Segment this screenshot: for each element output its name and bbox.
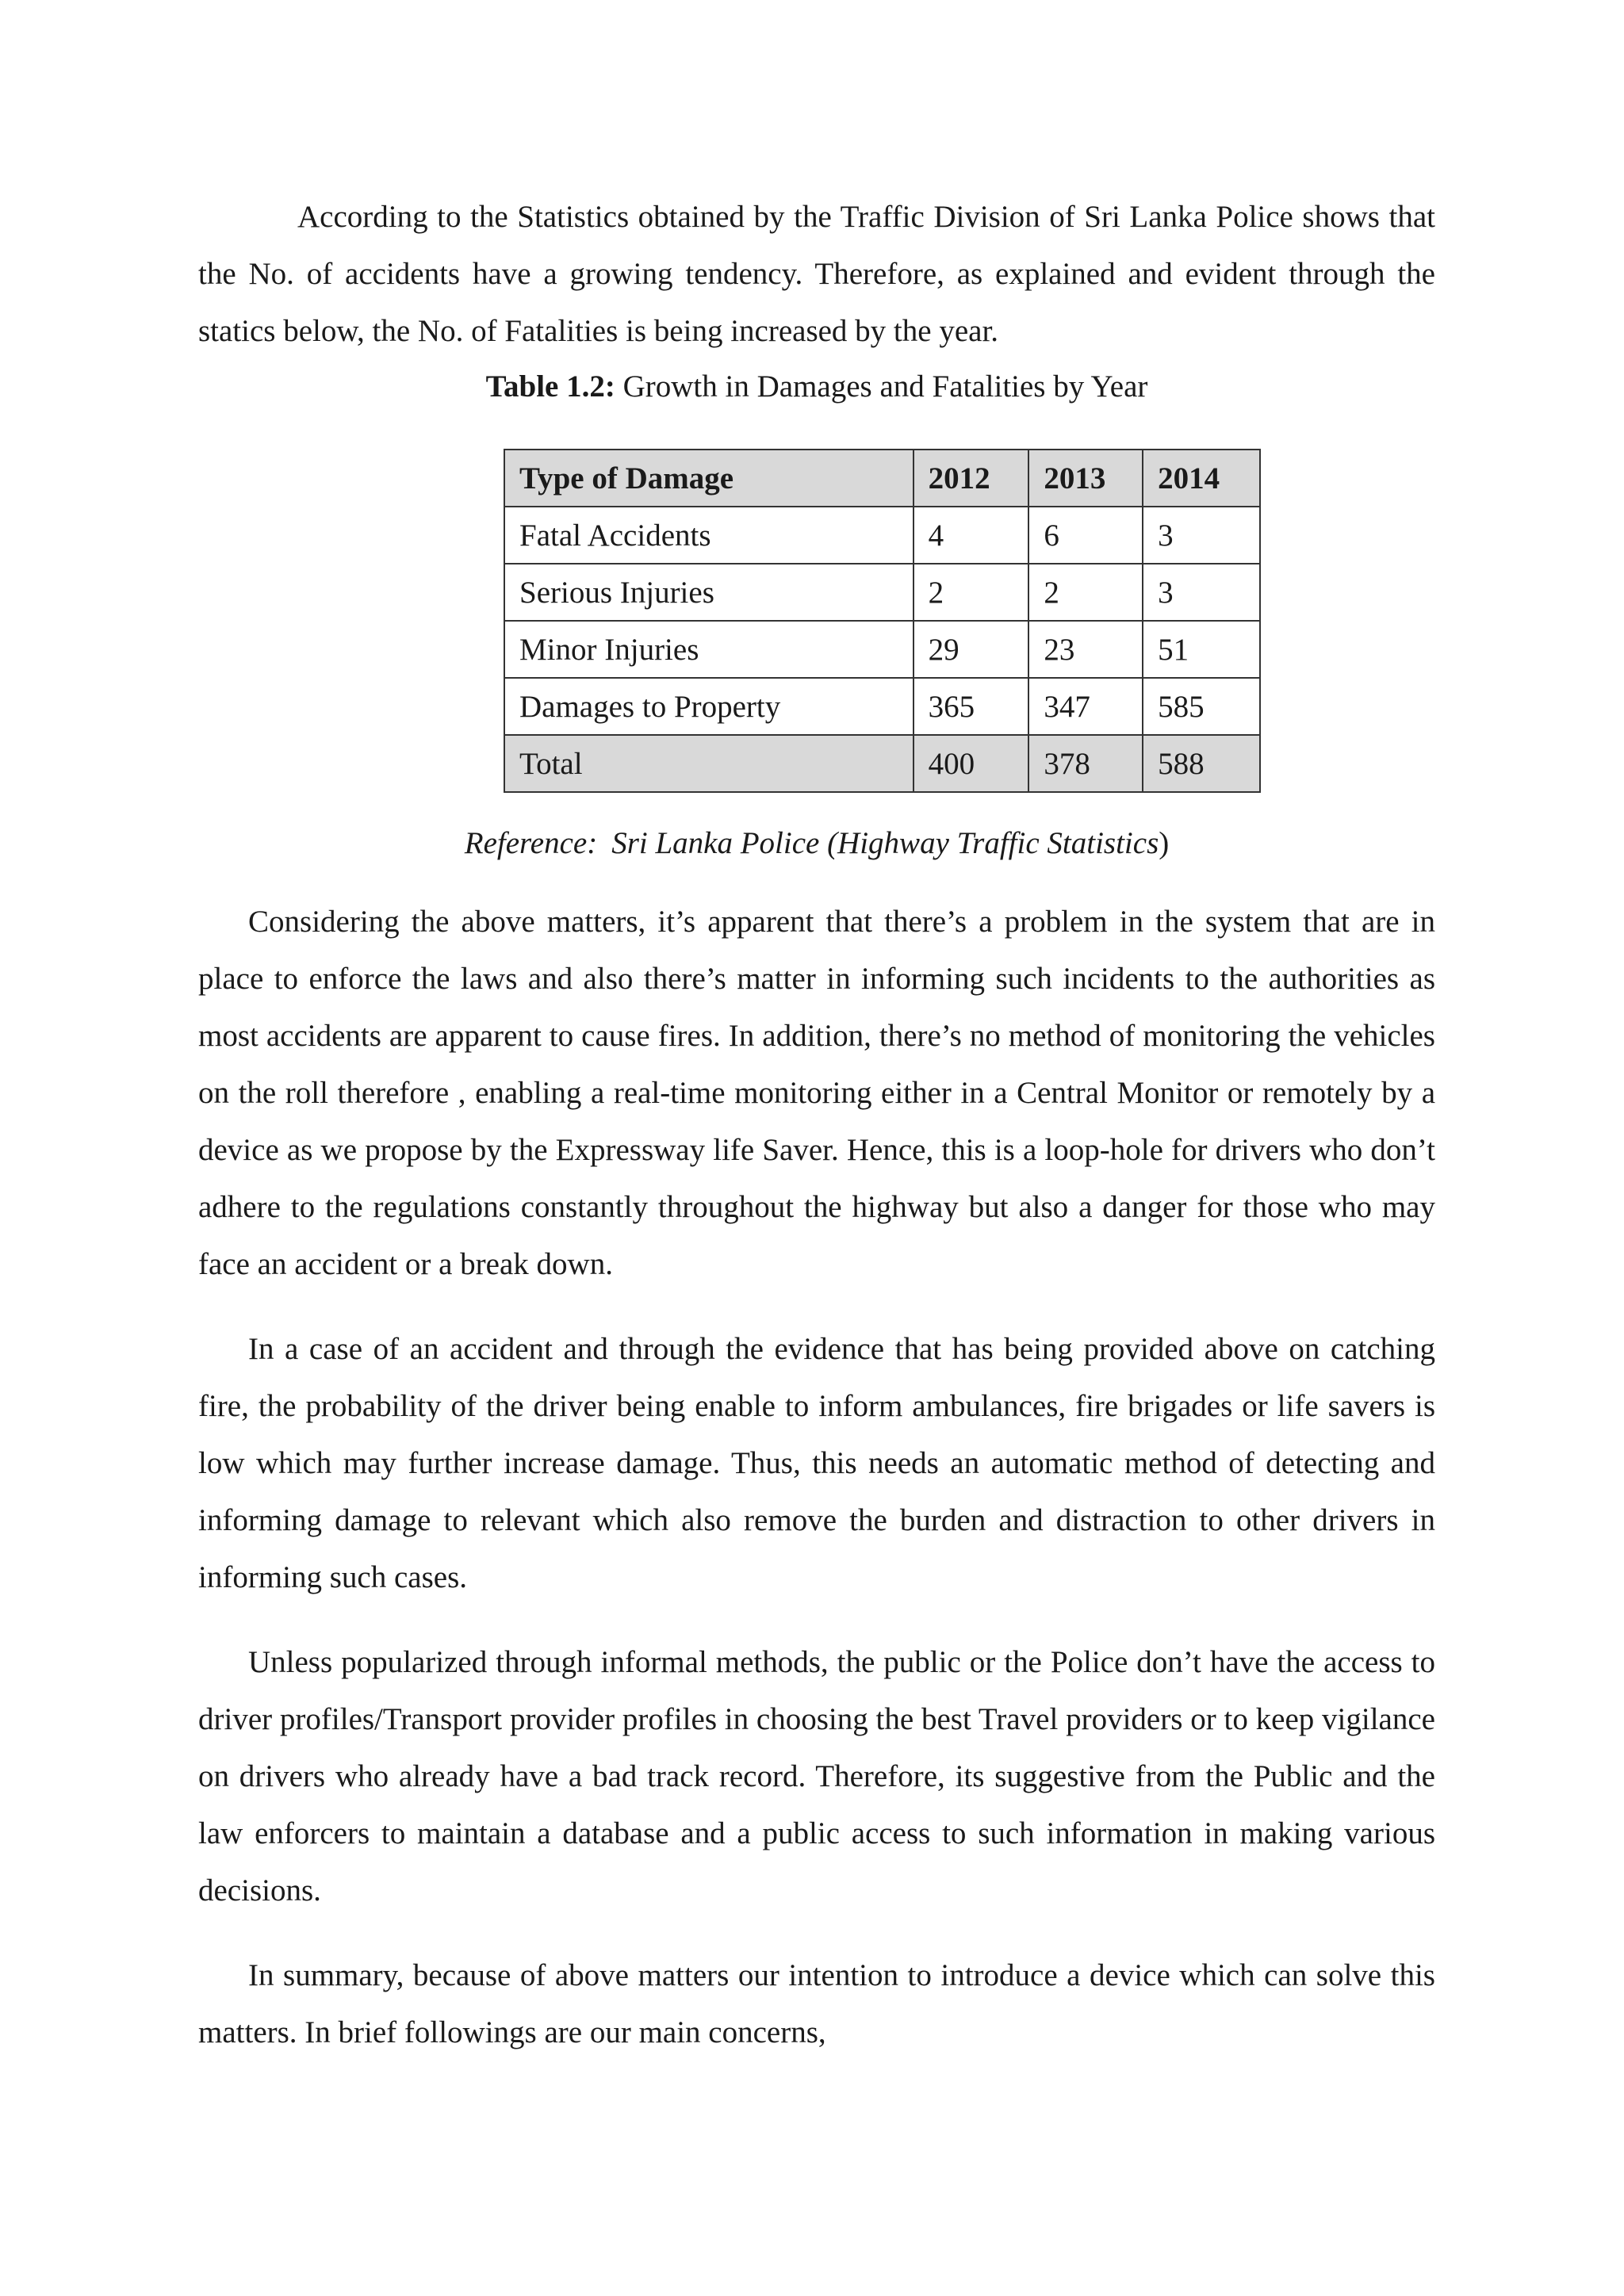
body-paragraph-2: In a case of an accident and through the evidence that has being provided above on catching fire, the probability of the driver being enable to inform ambulances, fire brigades or life savers is low which may further increase damage. Thus, this needs an automatic method of detecting and informing damage to relevant which also remove the burden and distraction to other drivers in informing such cases.	[198, 1332, 1435, 1594]
body-paragraph-4: In summary, because of above matters our intention to introduce a device which can solve this matters. In brief followings are our main concerns,	[198, 1958, 1435, 2049]
body-paragraph-3: Unless popularized through informal methods, the public or the Police don’t have the access to driver profiles/Transport provider profiles in choosing the best Travel providers or to keep vigilance on drivers who already have a bad track record. Therefore, its suggestive from the Public and the law enforcers to maintain a database and a public access to such information in making various decisions.	[198, 1645, 1435, 1908]
table-total-row	[504, 735, 1260, 792]
reference-close: )	[1159, 826, 1170, 860]
table-header-row	[504, 450, 1260, 507]
table-row	[504, 678, 1260, 735]
table-cell: 29	[914, 621, 1029, 678]
reference-source: Sri Lanka Police (Highway Traffic Statistics	[611, 826, 1159, 860]
table-cell: 51	[1143, 621, 1260, 678]
document-page	[198, 189, 1435, 2061]
row-label: Minor Injuries	[504, 621, 914, 678]
header-2014: 2014	[1143, 450, 1260, 507]
row-label: Damages to Property	[504, 678, 914, 735]
total-cell: 588	[1143, 735, 1260, 792]
table-caption-label: Table 1.2:	[485, 369, 615, 404]
table-cell: 23	[1028, 621, 1143, 678]
total-cell: 400	[914, 735, 1029, 792]
table-cell: 2	[914, 564, 1029, 621]
table-row	[504, 564, 1260, 621]
reference-label: Reference:	[464, 826, 598, 860]
total-label: Total	[504, 735, 914, 792]
total-cell: 378	[1028, 735, 1143, 792]
table-caption	[198, 365, 1435, 409]
table-cell: 3	[1143, 564, 1260, 621]
table-reference	[198, 821, 1435, 866]
header-type-of-damage: Type of Damage	[504, 450, 914, 507]
table-cell: 2	[1028, 564, 1143, 621]
row-label: Serious Injuries	[504, 564, 914, 621]
table-cell: 365	[914, 678, 1029, 735]
intro-paragraph: According to the Statistics obtained by the Traffic Division of Sri Lanka Police shows that the No. of accidents have a growing tendency. Therefore, as explained and evident through the statics below, the No. of Fatalities is being increased by the year.	[198, 200, 1435, 348]
table-row	[504, 507, 1260, 564]
table-cell: 6	[1028, 507, 1143, 564]
header-2012: 2012	[914, 450, 1029, 507]
body-paragraph-1: Considering the above matters, it’s apparent that there’s a problem in the system that are in place to enforce the laws and also there’s matter in informing such incidents to the authorities as most accidents are apparent to cause fires. In addition, there’s no method of monitoring the vehicles on the roll therefore , enabling a real-time monitoring either in a Central Monitor or remotely by a device as we propose by the Expressway life Saver. Hence, this is a loop-hole for drivers who don’t adhere to the regulations constantly throughout the highway but also a danger for those who may face an accident or a break down.	[198, 905, 1435, 1281]
header-2013: 2013	[1028, 450, 1143, 507]
row-label: Fatal Accidents	[504, 507, 914, 564]
table-cell: 585	[1143, 678, 1260, 735]
table-cell: 3	[1143, 507, 1260, 564]
damage-table-wrapper	[504, 449, 1261, 793]
table-row	[504, 621, 1260, 678]
damage-table	[504, 449, 1261, 793]
table-cell: 4	[914, 507, 1029, 564]
table-caption-text: Growth in Damages and Fatalities by Year	[615, 369, 1148, 404]
table-cell: 347	[1028, 678, 1143, 735]
